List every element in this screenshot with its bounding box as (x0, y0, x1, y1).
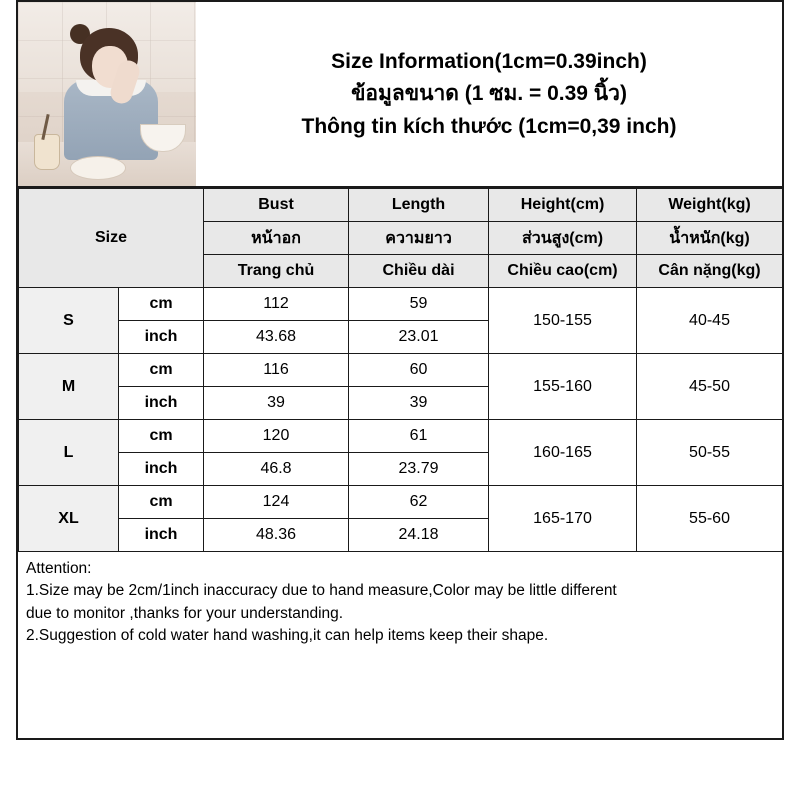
header-length-th: ความยาว (349, 222, 489, 255)
header-bust-vi: Trang chủ (204, 255, 349, 288)
unit-cm: cm (119, 420, 204, 453)
header-weight-en: Weight(kg) (637, 189, 783, 222)
l-height: 160-165 (489, 420, 637, 486)
title-english: Size Information(1cm=0.39inch) (331, 50, 647, 74)
header-weight-th: น้ำหนัก(kg) (637, 222, 783, 255)
unit-cm: cm (119, 288, 204, 321)
s-height: 150-155 (489, 288, 637, 354)
chart-header (18, 2, 782, 188)
header-length-vi: Chiều dài (349, 255, 489, 288)
header-length-en: Length (349, 189, 489, 222)
attention-heading: Attention: (26, 560, 92, 577)
size-chart-frame (16, 0, 784, 740)
m-weight: 45-50 (637, 354, 783, 420)
m-bust-inch: 39 (204, 387, 349, 420)
l-length-inch: 23.79 (349, 453, 489, 486)
row-size-xl: XL (19, 486, 119, 552)
table-row (19, 354, 783, 387)
title-vietnamese: Thông tin kích thước (1cm=0,39 inch) (301, 114, 677, 138)
attention-line-3: 2.Suggestion of cold water hand washing,it can help items keep their shape. (26, 627, 549, 645)
xl-weight: 55-60 (637, 486, 783, 552)
table-row (19, 486, 783, 519)
xl-height: 165-170 (489, 486, 637, 552)
m-bust-cm: 116 (204, 354, 349, 387)
chart-title-block (196, 2, 782, 186)
table-row (19, 288, 783, 321)
xl-length-inch: 24.18 (349, 519, 489, 552)
xl-bust-inch: 48.36 (204, 519, 349, 552)
m-length-cm: 60 (349, 354, 489, 387)
header-bust-en: Bust (204, 189, 349, 222)
table-row (19, 420, 783, 453)
unit-inch: inch (119, 453, 204, 486)
l-length-cm: 61 (349, 420, 489, 453)
s-length-inch: 23.01 (349, 321, 489, 354)
product-photo (18, 2, 196, 186)
size-table (18, 188, 783, 552)
photo-plate (70, 156, 126, 180)
header-bust-th: หน้าอก (204, 222, 349, 255)
l-bust-inch: 46.8 (204, 453, 349, 486)
unit-inch: inch (119, 519, 204, 552)
header-height-vi: Chiều cao(cm) (489, 255, 637, 288)
attention-line-2: due to monitor ,thanks for your understanding. (26, 604, 344, 622)
unit-cm: cm (119, 486, 204, 519)
attention-note (18, 552, 782, 652)
row-size-s: S (19, 288, 119, 354)
m-length-inch: 39 (349, 387, 489, 420)
xl-bust-cm: 124 (204, 486, 349, 519)
header-height-en: Height(cm) (489, 189, 637, 222)
header-weight-vi: Cân nặng(kg) (637, 255, 783, 288)
l-weight: 50-55 (637, 420, 783, 486)
unit-inch: inch (119, 387, 204, 420)
attention-line-1: 1.Size may be 2cm/1inch inaccuracy due to hand measure,Color may be little different (26, 582, 617, 600)
header-size-label: Size (19, 189, 204, 288)
unit-cm: cm (119, 354, 204, 387)
s-weight: 40-45 (637, 288, 783, 354)
title-thai: ข้อมูลขนาด (1 ซม. = 0.39 นิ้ว) (351, 82, 627, 106)
row-size-m: M (19, 354, 119, 420)
table-header-row-en (19, 189, 783, 222)
m-height: 155-160 (489, 354, 637, 420)
s-bust-cm: 112 (204, 288, 349, 321)
xl-length-cm: 62 (349, 486, 489, 519)
row-size-l: L (19, 420, 119, 486)
s-length-cm: 59 (349, 288, 489, 321)
photo-cup (34, 134, 60, 170)
s-bust-inch: 43.68 (204, 321, 349, 354)
header-height-th: ส่วนสูง(cm) (489, 222, 637, 255)
unit-inch: inch (119, 321, 204, 354)
l-bust-cm: 120 (204, 420, 349, 453)
